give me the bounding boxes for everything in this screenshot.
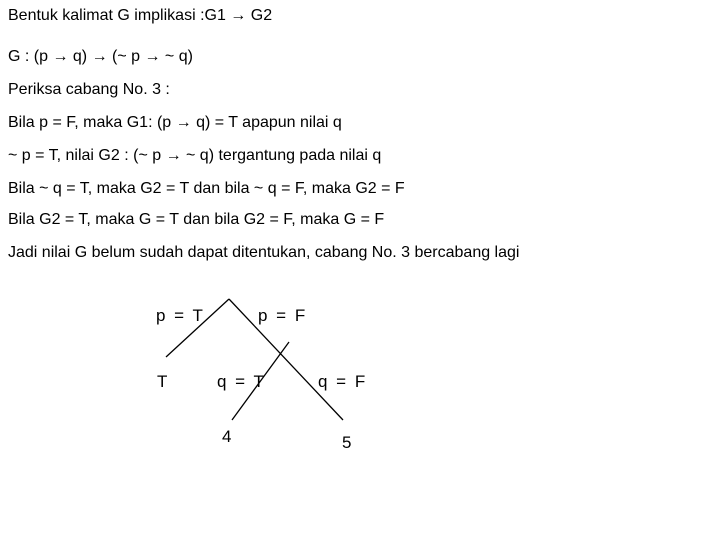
line-conclusion: Jadi nilai G belum sudah dapat ditentukan, cabang No. 3 bercabang lagi	[8, 244, 520, 261]
branch-number-5: 5	[342, 433, 352, 452]
branch-number-4: 4	[222, 427, 232, 446]
line-not-q-cases: Bila ~ q = T, maka G2 = T dan bila ~ q = F, maka G2 = F	[8, 180, 405, 197]
node-q-true: q = T	[217, 372, 266, 391]
line-not-p-true: ~ p = T, nilai G2 : (~ p → ~ q) tergantung pada nilai q	[8, 147, 382, 164]
line-p-false: Bila p = F, maka G1: (p → q) = T apapun nilai q	[8, 114, 342, 131]
line-g2-cases: Bila G2 = T, maka G = T dan bila G2 = F, maka G = F	[8, 211, 385, 228]
node-p-true: p = T	[156, 306, 205, 325]
node-t-leaf: T	[157, 372, 168, 391]
node-p-false: p = F	[258, 306, 308, 325]
line-implication-form: Bentuk kalimat G implikasi :G1 → G2	[8, 7, 273, 24]
line-formula-g: G : (p → q) → (~ p → ~ q)	[8, 48, 193, 65]
line-check-branch: Periksa cabang No. 3 :	[8, 81, 170, 98]
node-q-false: q = F	[318, 372, 368, 391]
